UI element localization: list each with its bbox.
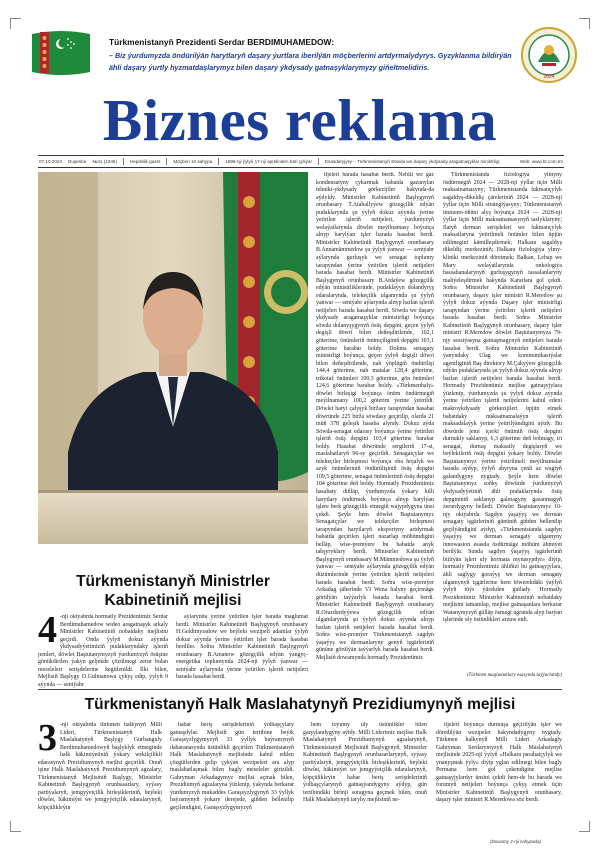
article2-column-2 [170, 722, 294, 834]
article1-col1-text: -nji oktýabrda hormatly Prezidentimiz Serdar Berdimuhamedow wideo aragatnaşyk arkaly Ministrler Kabinetiniň nobatdaky mejlisini geçirdi. Onda ýylyň dokuz aýynda ýkdysadyýetimiziň pudaklaryndaky işleriň jemleri, döwlet Baştutanymyzyň ýurdumyzyň ösüşine gönükdirilen ýakyn geljekde çözülmegi zerur bolan meseleleri serişdelerine kegitlenildi. Ilki bilen, Mejlisiň Başlygy D.Gulmanowa çykyş edip, ýylyň 9 aýynda — sentýabr [38, 614, 168, 688]
periodicity: Hepdelik gazet [129, 159, 161, 164]
article2-column-3 [303, 722, 427, 834]
crop-mark-top-left [10, 18, 21, 29]
article1-col2-text: aýlarynda ýerine ýetirilen işler barada maglumat berdi. Ministrler Kabinetiniň Başlygynyň orunbasary H.Geldimyradow we beýleki wezipeli adamlar ýylyň dokuz aýynda ýerine ýetirilen işler barada hasabat berdiler. Soňra Ministrler Kabinetiniň Başlygynyň orunbasary B.Amanow gözegçilik edýän ýangyç-energetika toplumynda 2024-nji ýylyň ýanwar — sentýabr aýlarynda ýerine ýetirilen işleriň netijeleri barada hasabat berdi. [176, 614, 308, 681]
issue-weekday: Duşenbe [68, 159, 87, 164]
founder-note: Esasdaryjysy – Türkmenistanyň Söwda we daşary ykdysady aragatnaşyklar ministrligi [325, 159, 500, 164]
section-divider [38, 689, 562, 690]
anniversary-emblem-icon [520, 26, 578, 84]
crop-mark-top-right [579, 18, 590, 29]
article2-col3-text: hem toýumy uly üstünlikler bilen garşylandygyny aýtdy. Milli Liderimiz mejlise Halk Maslahatynyň Prezidiumynyň agzalarynyň, Türkmenistanyň Mejlisiniň Başlygynyň, Ministrler Kabinetiniň Başlygynyň orunbasarlarynyň, syýasy partiýalaryň, jemgyýetçilik birleşikleriniň, beýleki döwlet, häkimiýet we jemgyýetçilik edaralarynyň, köpçülikleýin habar beriş serişdeleriniň ýolbaşçylarynyň gatnaşýandygyny aýdyp, gün tertibindäki birinji soragyna geçmek bilen, onuň Halk Maslahatynyň taryhy mejlisiniň ne- [303, 722, 427, 804]
article2-col4-text: tijeleri boýunça durmuşa geçirilýän işler we döredilýän wezipeler hakyndadygyny nygtady. Türkmen halkynyň Milli Lideri Arkadagly Gahryman Serdarymyzyň Halk Maslahatynyň mejlisinde 2025-nji ýylyň «Halkara parahatçylyk we ynanyşmak ýyly» diýip yglan edilmegi bilen bagly Permana hem gol çekendigine mejlise gatnaşyjylardyr ünsini çekdi hem-de bu barada we forumyň netijeleri boýunça çykyş etmek üçin Ministrler Kabinetiniň Başlygynyň orunbasary, daşary işler ministri R.Meredowa söz berdi. [436, 722, 562, 804]
article2-dropcap: 3 [38, 722, 57, 759]
emblem-year: 2024 [543, 74, 555, 80]
page-count: Möçberi 16 sahypa [173, 159, 213, 164]
article1-signature: (Türkmen maglumatlary esasynda taýýarlandy) [466, 673, 562, 678]
article1-column-2 [176, 614, 308, 692]
president-portrait-photo [38, 172, 308, 544]
continued-note: (Dowamy 2-nji sahypada) [490, 839, 542, 844]
president-quote-text: – Biz ýurdumyzda öndürilýän harytlaryň daşary ýurtlara iberilýän möçberlerini artdyrmalydyrys. Gyzyklanma bildirýän ähli daşary ýurtly hyzmatdaşlarymyz bilen daşary ýkdysady gatnaşyklarymyzy giňeltmelidiris. [109, 51, 512, 72]
newspaper-masthead: Biznes reklama [102, 87, 498, 153]
article1-column-4 [443, 172, 562, 670]
article2-col1-text: -nji oktýabrda türkmen halkynyň Milli Lideri, Türkmenistanyň Halk Maslahatynyň Başlygy Gurbanguly Berdimuhamedowyň başlyklyk etmeginde halk häkimiýetiniň ýokary wekilçilikli edarasynyň Prezidiumynyň mejlisi geçirildi. Onuň işine Halk Maslahatynyň Prezidiumynyň agzalary, Türkmenistanyň Mejlisiniň Başlygy, Ministrler Kabinetiniň Başlygynyň orunbasarlary, syýasy partiýalaryň, jemgyýetçilik birleşikleriniň, beýleki döwlet, häkimiýet we jemgyýetçilik edaralarynyň, köpçülikleýin [38, 722, 162, 812]
article1-headline: Türkmenistanyň Ministrler Kabinetiniň mejlisi [76, 573, 270, 609]
crop-mark-bottom-left [10, 821, 21, 832]
divider [318, 158, 319, 165]
issue-date: 07.10.2024 [39, 159, 62, 164]
divider [218, 158, 219, 165]
crop-mark-bottom-right [579, 821, 590, 832]
divider [123, 158, 124, 165]
issue-number: №41 (1348) [92, 159, 117, 164]
article2-column-1 [38, 722, 162, 834]
article2-col2-text: habar beriş serişdeleriniň ýolbaşçylary gatnaşdylar. Mejlisiň gün tertibine beýik Garaşsyzlygymyzyň 33 ýyllyk baýramynyň dabaranasynda üstünlikli geçirilen Türkmenistanyň Halk Maslahatynyň mejlisinde kabul edilen çözgütlerden gelip çykýan wezipeleri ara alyp maslahatlaşmak bilen bagly meseleler girizildi. Gahryman Arkadagymyz mejlisi açmak bilen, Prezidiumyň agzalaryna ýüzlenip, ýakynda berkarar ýurdumyzyň mukaddes Garaşsyzlygynyň 33 ýyllyk baýramynyň ýokary derejede, giňden bellenilip geçilendigini, Garaşsyzlygymyzyň [170, 722, 294, 812]
article1-column-1 [38, 614, 168, 692]
article1-col4-text: Türkmenistanda fiziologiýa ylmyny ösdürmegiň 2024 — 2028-nji ýyllar üçin Milli maksatnamasyny; Türkmenistanda lukmançylyk sagaldyş-dikeldiş çäreleriniň 2024 — 2028-nji ýyllar üçin Milli strategiýasyny; Türkmenistanyň immuno-öňüni alyş boýunça 2024 — 2028-nji ýyllar üçin Milli maksatnamasynyň taslyklaryny; Ilatyň derman serişdeleri we lukmançylyk maksatlaryna ýetirilmeli önümler bilen üpjün edilmegini kämilleşdirmek; Halkara sagaldyş dikeldiş merkeziniň; Halkara fiziologiýa ylmy-kliniki merkeziniň döretmek; Balkan, Lebap we Mary welaýatlarynda onkologiýa hassahanalarynyň gurluşygynyň tassalanlaryny maliýeleşdirmek hakynda Kararlara gol çekdi. Soňra Ministrler Kabinetiniň Başlygynyň orunbasary, daşary işler ministri R.Meredow şu ýylyň dokuz aýynda Daşary işler ministrligi tarapyndan ýerine ýetirilen işleriň netijeleri barada hasabat berdi. Soňra Ministrler Kabinetiniň Başlygynyň orunbasary, daşary işler ministri R.Meredow döwlet Baştutanymyza 79-njy sessiýasyna gatnaşmagynyň netijeleri barada hasabat berdi. Soňra Ministrler Kabinetiniň ýanyndaky Ulag we kommunikasiýalar agentliginiň Baş direktory M.Çakyýew gözegçilik edýän pudaklarynda şu ýylyň dokuz aýynda alnyp barlan işleriň netijeleri barada hasabat berdi. Hormatly Prezidentimiz mejlise gatnaşyjylara ýüzlenip, ýurdumyzda şu ýylyň dokuz aýynda ýerine ýetirilen işleriň netijelerini kabul edeni makroykdysady görkezijileri üpjün etmek babatdaky maksatnamalaýyn işleriň maksadalaýyk ýerine ýetirilýändigini aýtdy. Bu döwürde jemi içerki önümiň ösüş depgini durnukly saklanyp, 6,3 göterime deň bolmagy, iri senagat, durnuş maksatly degişlaryň we beýlekileriň ösüş depgini ýokary boldy. Döwlet Baştutanymyz ýerine ýetirilmeli meýilnamalar barada aýdyp, ýylyň ahyryna çenli az wagtyň galandygyny nygtady. Şeýle hem döwlet Baştutanymyz soňky döwürde ýurdumyzyň ykdysadyýetiniň ähli pudaklarynda ösüş depgininiň saklanyp galmagyny gazanmagyň zerurdygyny belledi. Döwlet Baştutanymyz 10-njy oktýabrda Sagdyn ýaşaýyş we derman senagaty işgärleriniň gününiň giňden bellenilip geçilýändigini aýdyp, «Türkmenistanda sagdyn ýaşaýyş we derman senagaty ulgamyny innowasion esasda ösdürmäge möhüm ähmiýet berilýär. Sunda sagdyn ýaşaýyş işgärleriniň bitirýän işleri uly hormata mynasypdyr» diýip, hormatly Prezidentimiz ähliňizi bu gatnaşyjylara, ähli saglygy goraýyş we derman senagaty ulgamynyň işgärlerine hem töwerekdäki ýaýlyň ýylyň tüýs ýürekden gutlady. Hormatly Prezidentimiz Ministrler Kabinetiniň nobatdaky mejlisini tamamlap, mejlise gatnaşanlara berkarar Watanymyzyň gülläp ösmegi ugrunda alyp barýan işlerinde uly üstünlikleri arzuw etdi. [443, 172, 562, 624]
turkmen-flag-icon [30, 28, 92, 78]
article2-headline: Türkmenistanyň Halk Maslahatynyň Prezidiumynyň mejlisi [84, 696, 516, 713]
president-quote-title: Türkmenistanyň Prezidenti Serdar BERDIMUHAMEDOW: [109, 37, 335, 47]
article1-column-3 [316, 172, 434, 682]
founded-note: 1998-nji ýylyň 17-nji aprelinden bäri çykýar [225, 159, 313, 164]
article1-dropcap: 4 [38, 614, 57, 651]
issue-info-bar [38, 155, 564, 168]
article2-column-4 [436, 722, 562, 834]
website-link[interactable]: Web: www.br.com.tm [519, 159, 563, 164]
article1-col3-text: tijeleri barada hasabat berdi. Nebitl we gaz kondensatyny çykarmak babatda gazanylan tehniki-ykdysady görkezijiler hakynda-da aýdyldy. Ministrler Kabinetiniň Başlygynyň orunbasary T.Atahallyýew gözegçilik edýän pudaklarynda şu ýylyň dokuz aýynda ýerine ýetirilen işleriň netijeleri, ýurdumyzyň welaýatlarynda döwlet meýilnamasy boýunça alnyp barylýan işler barada hasabat berdi. Ministrler Kabinetiniň Başlygynyň orunbasary B.Annamämmedow şu ýylyň ýanwar — sentýabr aýlarynda gurluşyk we senagat toplumy tarapyndan ýerine ýetirilen işleriň netijeleri barada hasabat berdi. Ministrler Kabinetiniň Başlygynyň orunbasary B.Atdaýew gözegçilik edýän ministrliklerinde, pudaklaýyn dolandyryş edaralarynda, telekeçilik ulgamynda şu ýylyň ýanwar — sentýabr aýlarynda alnyp barlan işleriň netijeleri barada hasabat berdi. Söwda we daşary ykdysady aragatnaşyklar ministirligi boýunça söwda dolanyşygynyň ösüş depgini, geçen ýylyň degişli döwri bilen deňeşdirilende, 102,1 göterime, önümleriň önümçiliginiň depgini 103,1 göterime barabar boldy. Dokma senagaty ministrligi boýunça, geçen ýylyň degişli döwri bilen deňeşdirilende, nah ýüplügiň öndürilişi 144,4 göterime, nah matalar 128,4 göterime, trikotaž önümleri 100,3 göterime, gön önümleri 124,6 göterime barabar boldy. «Türkmenhaly» döwlet birleşigi boýunça önüm öndürmegiň meýilnamany 100,2 göterim ýerine ýetirildi. Döwlet haryt çalyşyk biržasy tarapyndan hasabat döwründe 225 birža söwdasy geçirilip, olarda 21 müň 378 geleşik hasaba alyndy. Dokuz aýda Söwda-senagat edarasy boýunça ýerine ýetirilen işleriň ösüş depgini 103,4 göterime barabar boldy. Hasabat döwründe sergileriň 17-si, maslahatlaryň 96-sy geçirildi. Senagatçylar we telekeçiler birleşmesi boýunça oba hojalyk we azyk önümleriniň öndürülişiniň ösüş depgini 109,5 göterime, senagat önümleriniň ösüş depgini 104 göterime deň boldy. Hormatly Prezidentimiz hasabaty diňläp, ýurdumyzda ýokary hilli harytlary öndürmek boýunça alnyp barylýan işlere berk gözegçilik etmegiň wajypdygyna ünsi çekdi. Şeýle hem döwlet Baştutanymyz Senagatçylar we telekeçiler birleşmesi tarapyndan harytlaryň eksportyny artdyrmak babatda geçirilen işleri nazarlap möhümdigini belläp, wise-premýere bu babatda anyk tabşyryklary berdi. Ministrler Kabinetiniň Başlygynyň orunbasary M.Mämmedowa şu ýylyň ýanwar — sentýabr aýlarynda gözegçilik edýän düzümlerinde ýerine ýetirilen işleriň netijeleri barada hasabat berdi. Soňra wise-premýer Arkadag şäherinde VI Wena balyny geçirmäge görülýän taýýarlyk barada hasabat berdi. Ministrler Kabinetiniň Başlygynyň orunbasary R.Orazdurdyýewa gözegçilik edýän ulgamlarynda şu ýylyň dokuz aýynda alnyp barlan işleriň netijeleri barada hasabat berdi. Soňra wise-premýer Türkmenistanyň sagdyn ýaşaýyş we dermanlaryny genyň işgärleriniň gününe görülýän taýýarlyk barada hasabat berdi. Mejlisiň dowamynda hormatly Prezidentimiz [316, 172, 434, 661]
article1-source-note [443, 672, 562, 681]
divider [166, 158, 167, 165]
